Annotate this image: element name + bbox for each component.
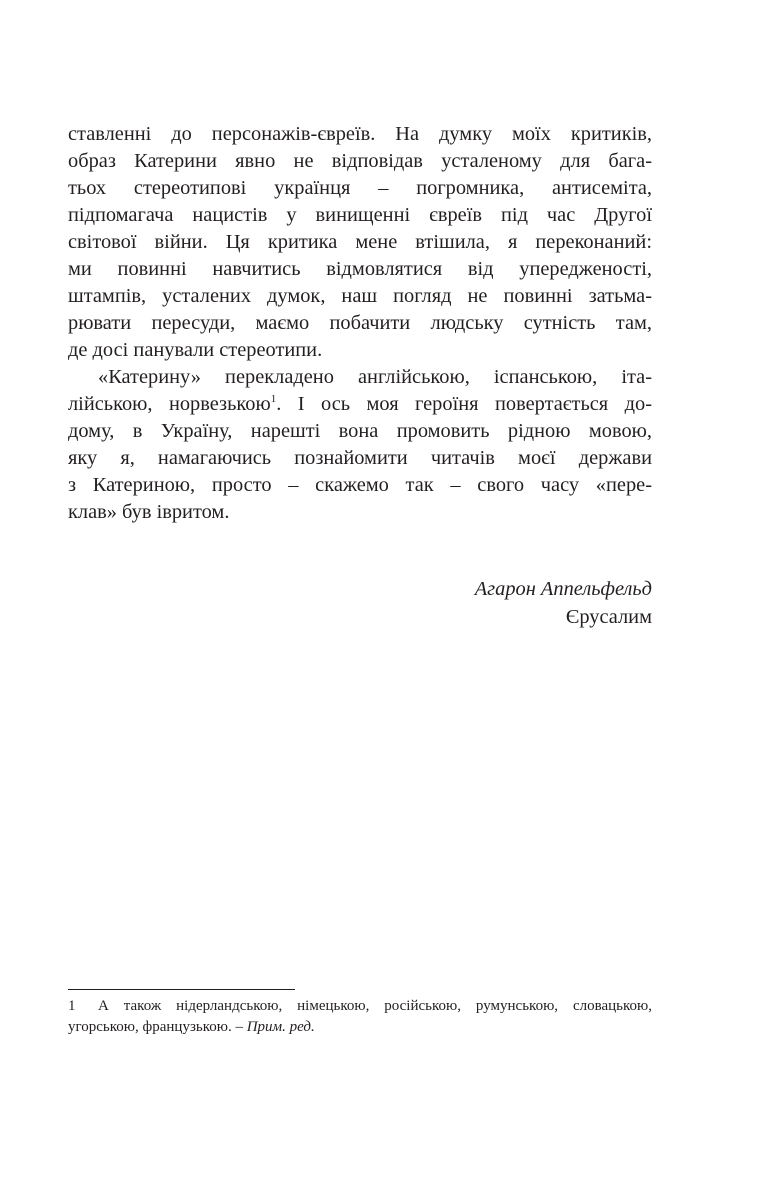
text-segment: лійською, норвезькою [68, 393, 271, 415]
text-line: ми повинні навчитись відмовлятися від упередженості, [68, 258, 652, 280]
footnote-line [68, 995, 652, 1017]
text-line: підпомагача нацистів у винищенні євреїв під час Другої [68, 204, 652, 226]
text-line: дому, в Україну, нарешті вона промовить рідною мовою, [68, 420, 652, 442]
text-segment: . І ось моя героїня повертається до- [276, 393, 652, 415]
text-line: тьох стереотипові українця – погромника, антисеміта, [68, 177, 652, 199]
text-line: з Катериною, просто – скажемо так – свого часу «пере- [68, 474, 652, 496]
text-line: світової війни. Ця критика мене втішила, я переконаний: [68, 231, 652, 253]
footnote-text: А також нідерландською, німецькою, російською, румунською, словацькою, [98, 998, 652, 1014]
footnote-reference: 1 [270, 393, 277, 405]
text-line: яку я, намагаючись познайомити читачів моєї держави [68, 447, 652, 469]
text-line: рювати пересуди, маємо побачити людську сутність там, [68, 312, 652, 334]
footnote-number: 1 [68, 998, 76, 1014]
text-line-with-footnote-ref [68, 391, 652, 418]
text-line: «Катерину» перекладено англійською, іспанською, іта- [98, 366, 652, 388]
footnote-line [68, 1016, 652, 1038]
footnote-divider [68, 989, 295, 990]
footnote-text: угорською, французькою. [68, 1019, 236, 1035]
text-line: штампів, усталених думок, наш погляд не повинні затьма- [68, 285, 652, 307]
book-page [68, 0, 652, 1191]
text-line: образ Катерини явно не відповідав усталеному для бага- [68, 150, 652, 172]
text-line: клав» був івритом. [68, 501, 230, 523]
author-signature: Агарон Аппельфельд [474, 578, 652, 600]
text-line: ставленні до персонажів-євреїв. На думку моїх критиків, [68, 123, 652, 145]
editor-note: – Прим. ред. [235, 1019, 315, 1035]
signature-place: Єрусалим [565, 606, 652, 628]
text-line: де досі панували стереотипи. [68, 339, 323, 361]
